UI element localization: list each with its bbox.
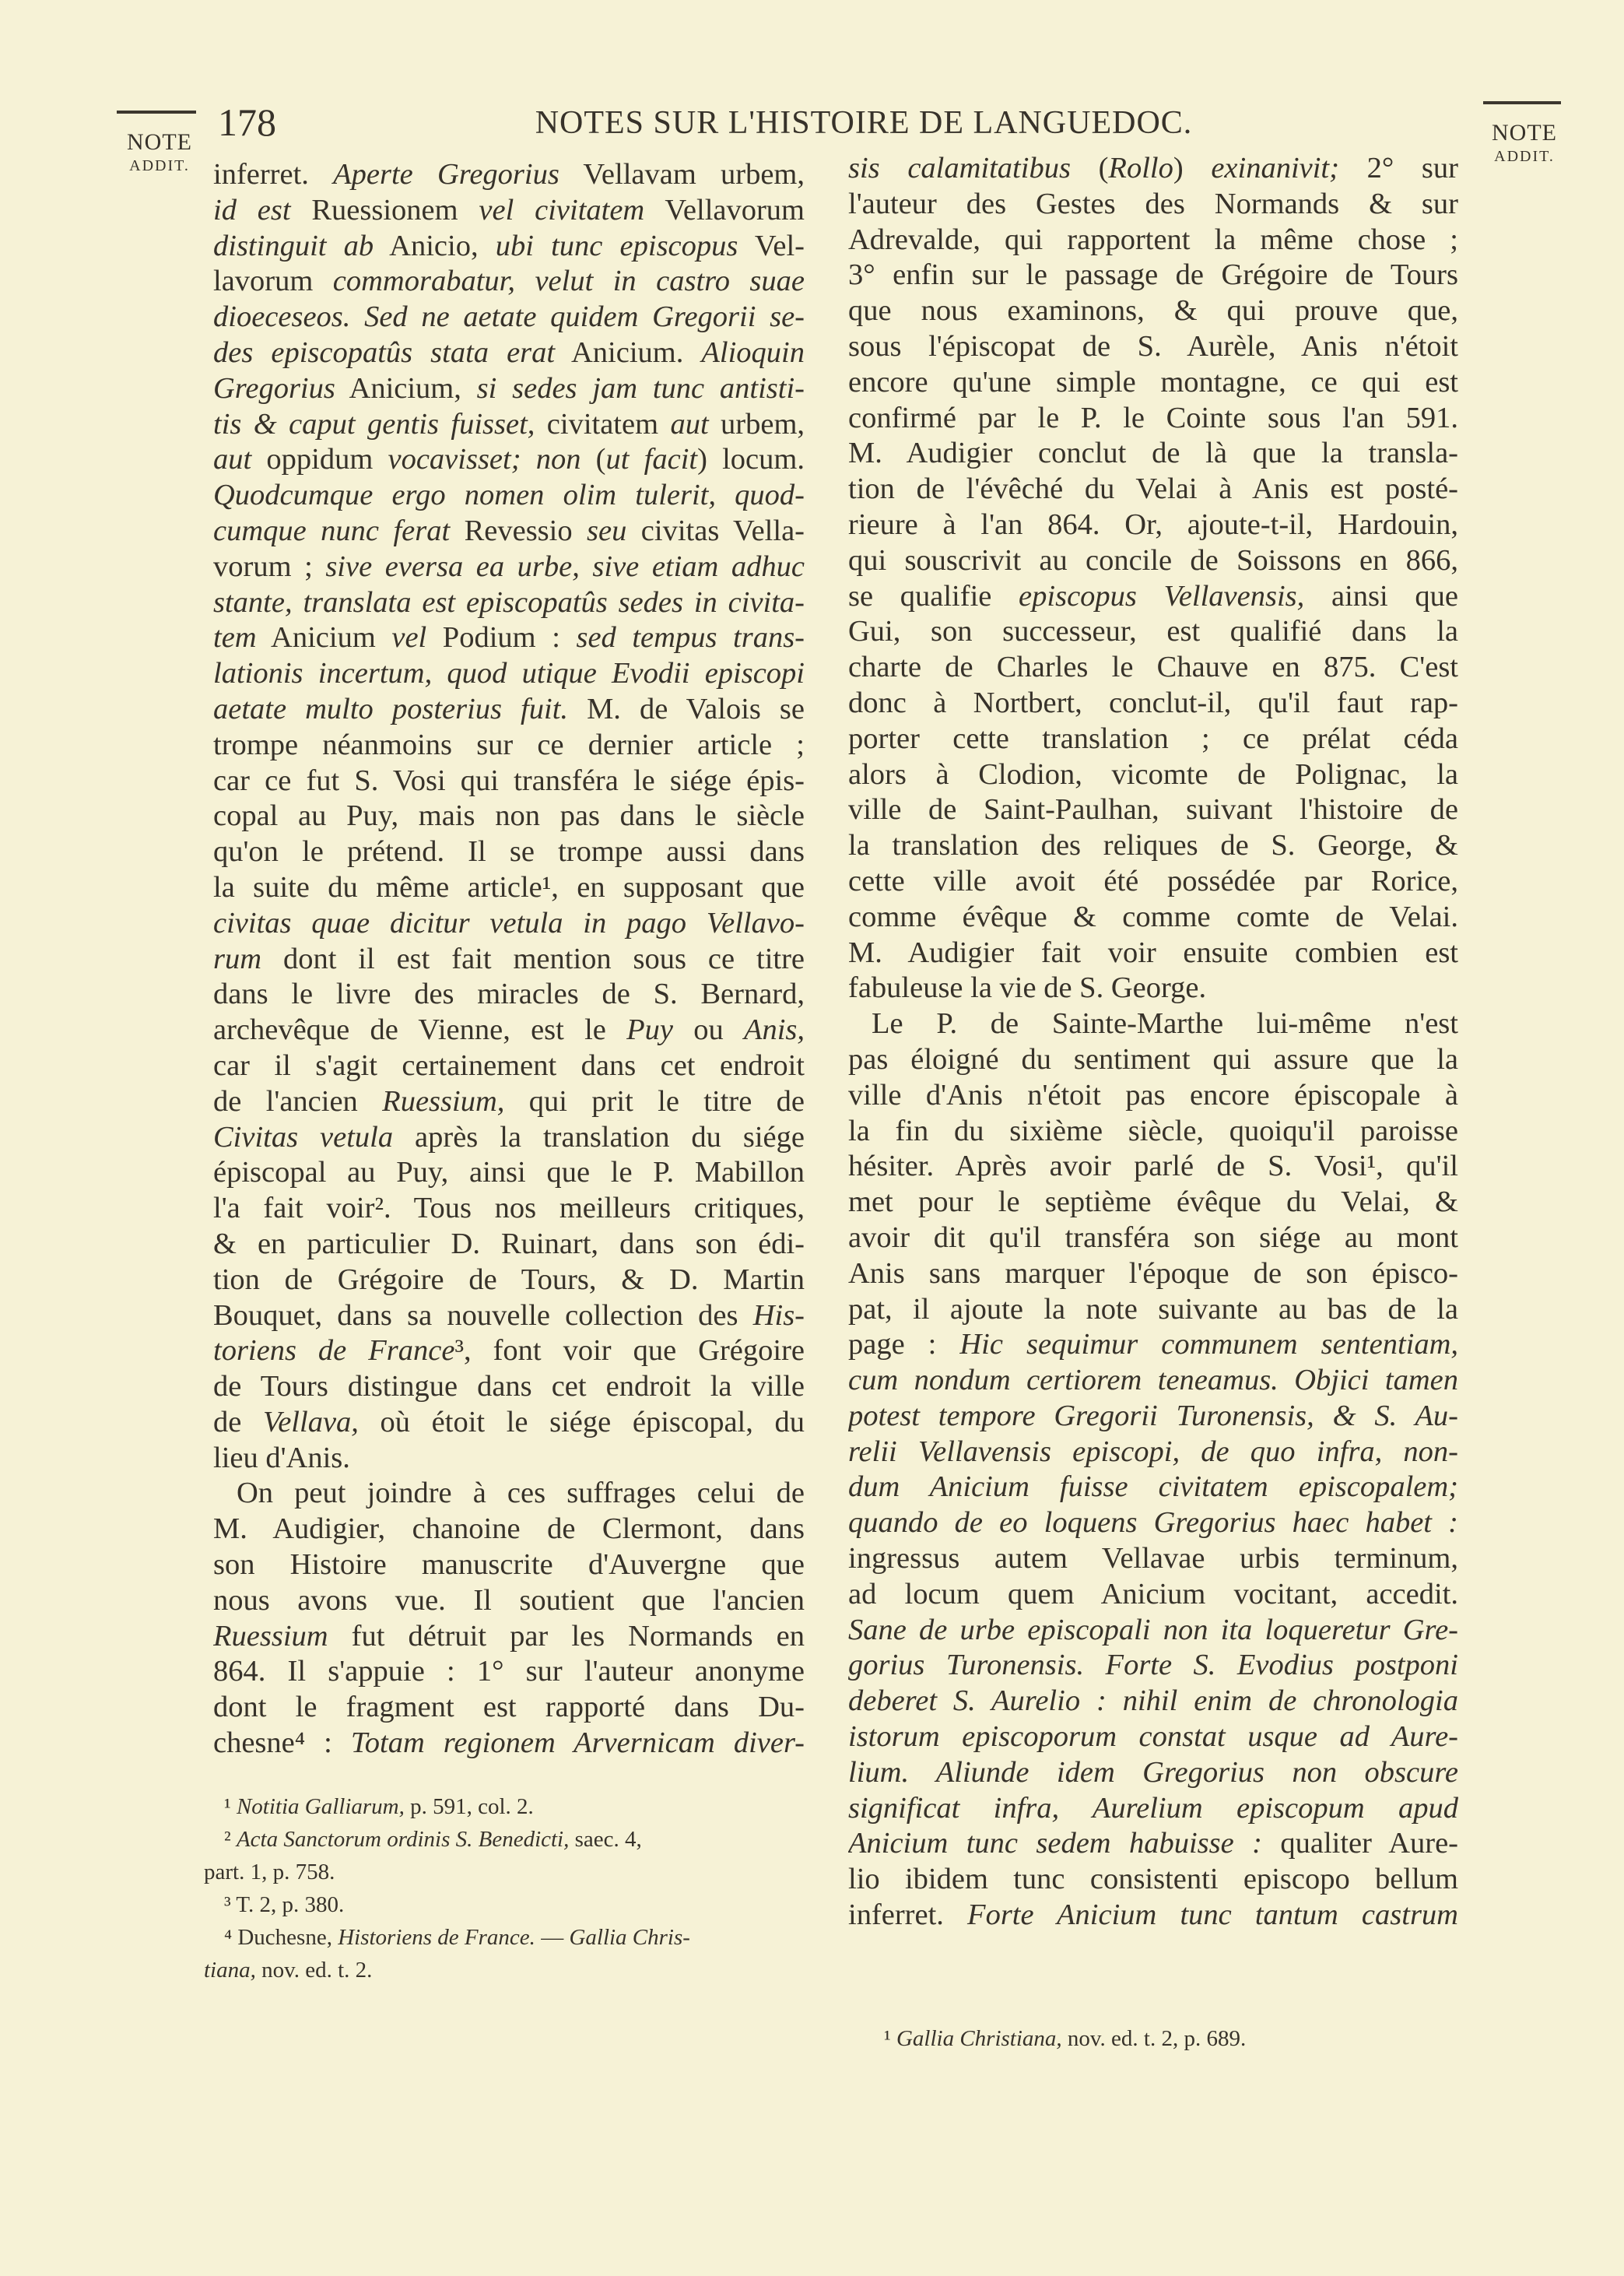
roman-text: qualiter Aure- (1261, 1827, 1458, 1860)
text-line (848, 757, 1458, 793)
roman-text: saec. 4, (569, 1827, 642, 1852)
paragraph (213, 1476, 805, 1761)
text-line (213, 1155, 805, 1191)
italic-text: His- (752, 1298, 805, 1332)
text-line (213, 1547, 805, 1583)
roman-text: 2° sur (1338, 152, 1458, 184)
roman-text: archevêque de Vienne, est le (213, 1013, 627, 1047)
italic-text: Forte Anicium tunc tantum castrum (967, 1898, 1458, 1932)
roman-text: que nous examinons, & qui prouve que, (848, 294, 1458, 328)
italic-text: tem (213, 621, 257, 655)
text-line (848, 722, 1458, 757)
text-line (848, 1613, 1458, 1649)
roman-text: donc à Nortbert, conclut-il, qu'il faut rap- (848, 686, 1458, 719)
margin-note-right-line1: NOTE (1492, 120, 1557, 146)
roman-text: lio ibidem tunc consistenti episcopo bellum (848, 1863, 1458, 1896)
text-line (848, 187, 1458, 223)
text-line (848, 1435, 1458, 1470)
text-line (848, 472, 1458, 508)
italic-text: dioeceseos. Sed ne aetate quidem Gregorii se- (213, 300, 805, 334)
roman-text: nov. ed. t. 2. (255, 1958, 373, 1983)
text-line (213, 764, 805, 799)
margin-note-left-line2: ADDIT. (129, 157, 190, 174)
roman-text: civitas Vella- (626, 514, 805, 547)
italic-text: distinguit ab (213, 229, 374, 262)
text-line (213, 1654, 805, 1690)
italic-text: Civitas vetula (213, 1120, 394, 1154)
text-line (848, 1042, 1458, 1078)
roman-text: & en particulier D. Ruinart, dans son édi- (213, 1227, 805, 1260)
roman-text: la translation des reliques de S. George, & (848, 829, 1458, 862)
text-line (848, 1327, 1458, 1363)
roman-text: ( (581, 443, 606, 476)
roman-text: car ce fut S. Vosi qui transféra le siége épis- (213, 764, 805, 797)
roman-text: Ruessionem (290, 193, 479, 227)
roman-text: part. 1, p. 758. (204, 1860, 335, 1884)
italic-text: relii Vellavensis episcopi, de quo infra, non- (848, 1435, 1458, 1468)
text-line (848, 650, 1458, 686)
text-line (848, 508, 1458, 543)
text-line (213, 906, 805, 942)
text-line (213, 728, 805, 764)
margin-note-left-line1: NOTE (127, 129, 192, 155)
text-line (213, 1726, 805, 1761)
roman-text: ingressus autem Vellavae urbis terminum, (848, 1542, 1458, 1575)
italic-text: rum (213, 942, 262, 975)
italic-text: gorius Turonensis. Forte S. Evodius postponi (848, 1649, 1458, 1682)
roman-text: ³, font voir que Grégoire (454, 1334, 805, 1368)
text-line (213, 264, 805, 300)
text-line (213, 834, 805, 870)
footnotes-left (204, 1790, 795, 1986)
text-line (213, 1084, 805, 1120)
text-line (213, 942, 805, 978)
roman-text: l'auteur des Gestes des Normands & sur (848, 187, 1458, 220)
text-line (848, 1256, 1458, 1292)
text-line (213, 1120, 805, 1156)
roman-text: Anis sans marquer l'époque de son épisco- (848, 1256, 1458, 1290)
italic-text: aut (670, 407, 709, 441)
roman-text: avoir dit qu'il transféra son siége au mont (848, 1221, 1458, 1254)
roman-text: Podium : (426, 621, 577, 655)
footnote-line (204, 1954, 795, 1986)
roman-text: dont le fragment est rapporté dans Du- (213, 1691, 805, 1724)
roman-text: comme évêque & comme comte de Velai. (848, 900, 1458, 933)
italic-text: quando de eo loquens Gregorius haec habet : (848, 1506, 1458, 1540)
roman-text: On peut joindre à ces suffrages celui de (237, 1477, 805, 1510)
page-number: 178 (218, 100, 276, 144)
italic-text: si sedes jam tunc antisti- (476, 371, 805, 405)
italic-text: exinanivit; (1211, 152, 1339, 184)
footnote-line (864, 2022, 1455, 2055)
footnote-line (204, 1856, 795, 1888)
text-line (848, 792, 1458, 828)
italic-text: commorabatur, velut in castro suae (332, 265, 805, 298)
italic-text: cumque nunc ferat (213, 514, 451, 547)
text-line (213, 1263, 805, 1298)
roman-text: rieure à l'an 864. Or, ajoute-t-il, Hardouin, (848, 508, 1458, 541)
italic-text: Historiens de France. (338, 1925, 535, 1950)
roman-text: nous avons vue. Il soutient que l'ancien (213, 1583, 805, 1617)
text-line (213, 300, 805, 335)
italic-text: des episcopatûs stata erat (213, 335, 556, 369)
text-line (848, 579, 1458, 615)
roman-text: ville de Saint-Paulhan, suivant l'histoire de (848, 793, 1458, 827)
italic-text: stante, translata est episcopatûs sedes in civita- (213, 585, 805, 619)
footnotes-right (864, 2022, 1455, 2055)
footnote-line (204, 1888, 795, 1921)
text-line (848, 1470, 1458, 1505)
text-line (213, 407, 805, 443)
text-line (213, 977, 805, 1013)
roman-text: Gui, son successeur, est qualifié dans la (848, 615, 1458, 648)
text-line (213, 585, 805, 621)
text-line (213, 1405, 805, 1441)
roman-text: Vellavorum (644, 193, 805, 227)
roman-text: épiscopal au Puy, ainsi que le P. Mabillon (213, 1156, 805, 1189)
italic-text: vocavisset; non (388, 443, 581, 476)
roman-text: confirmé par le P. le Cointe sous l'an 591. (848, 401, 1458, 434)
italic-text: vel (391, 621, 427, 655)
roman-text: de l'ancien (213, 1084, 383, 1118)
italic-text: Ruessium (213, 1619, 328, 1653)
roman-text: p. 591, col. 2. (404, 1794, 534, 1819)
text-line (213, 1690, 805, 1726)
italic-text: Gregorius (213, 371, 335, 405)
roman-text: ville d'Anis n'étoit pas encore épiscopale à (848, 1078, 1458, 1112)
text-column-right (848, 151, 1458, 1934)
text-line (213, 692, 805, 728)
text-line (213, 335, 805, 371)
text-line (848, 1505, 1458, 1541)
text-line (213, 620, 805, 656)
text-line (213, 442, 805, 478)
roman-text: M. de Valois se (568, 692, 805, 725)
text-line (848, 1006, 1458, 1042)
roman-text: ) (1173, 152, 1212, 184)
roman-text: qu'on le prétend. Il se trompe aussi dans (213, 835, 805, 869)
roman-text: copal au Puy, mais non pas dans le siècle (213, 799, 805, 833)
roman-text: page : (848, 1328, 960, 1361)
italic-text: deberet S. Aurelio : nihil enim de chronologia (848, 1684, 1458, 1718)
italic-text: Acta Sanctorum ordinis S. Benedicti, (236, 1827, 570, 1852)
text-line (213, 229, 805, 265)
roman-text: se qualifie (848, 579, 1019, 613)
roman-text: nov. ed. t. 2, p. 689. (1061, 2026, 1247, 2051)
roman-text: porter cette translation ; ce prélat céda (848, 722, 1458, 755)
italic-text: aetate multo posterius fuit. (213, 692, 569, 725)
italic-text: Rollo (1108, 152, 1173, 184)
italic-text: Vellava, (262, 1405, 359, 1438)
text-line (213, 1619, 805, 1655)
roman-text: ) locum. (697, 443, 805, 476)
roman-text: oppidum (251, 443, 388, 476)
text-line (848, 1791, 1458, 1827)
roman-text: hésiter. Après avoir parlé de S. Vosi¹, qu'il (848, 1150, 1458, 1183)
italic-text: Alioquin (701, 335, 805, 369)
roman-text: Adrevalde, qui rapportent la même chose ; (848, 223, 1458, 256)
italic-text: ubi tunc episcopus (495, 229, 738, 262)
roman-text: la fin du sixième siècle, quoiqu'il paroisse (848, 1114, 1458, 1147)
running-title: NOTES SUR L'HISTOIRE DE LANGUEDOC. (535, 105, 1193, 141)
text-line (848, 365, 1458, 401)
roman-text: après la translation du siége (393, 1120, 805, 1154)
text-line (848, 151, 1458, 187)
footnote-line (204, 1790, 795, 1823)
roman-text: Vel- (738, 229, 805, 262)
text-line (848, 293, 1458, 329)
roman-text: ad locum quem Anicium vocitant, accedit. (848, 1577, 1458, 1610)
text-line (848, 258, 1458, 293)
italic-text: Puy (626, 1013, 673, 1047)
margin-note-right-line2: ADDIT. (1494, 148, 1555, 165)
italic-text: Aperte Gregorius (333, 158, 559, 191)
italic-text: tiana, (204, 1958, 256, 1983)
margin-note-right (1482, 120, 1567, 166)
text-line (848, 543, 1458, 579)
text-line (213, 1441, 805, 1477)
footnote (204, 1823, 795, 1888)
roman-text: Le P. de Sainte-Marthe lui-même n'est (872, 1007, 1458, 1041)
text-line (213, 1191, 805, 1227)
italic-text: sis calamitatibus (848, 152, 1071, 184)
roman-text: dont il est fait mention sous ce titre (261, 942, 805, 975)
text-line (213, 514, 805, 550)
italic-text: seu (587, 514, 627, 547)
roman-text: ² (224, 1827, 237, 1852)
roman-text: ( (1070, 152, 1109, 184)
text-line (848, 828, 1458, 864)
text-line (848, 900, 1458, 936)
text-line (213, 1583, 805, 1619)
text-line (213, 550, 805, 585)
text-line (213, 1476, 805, 1512)
roman-text: qui prit le titre de (504, 1084, 805, 1118)
text-line (848, 1755, 1458, 1791)
roman-text: ³ T. 2, p. 380. (224, 1892, 345, 1917)
roman-text: où étoit le siége épiscopal, du (358, 1405, 805, 1438)
italic-text: Totam regionem Arvernicam diver- (350, 1726, 805, 1760)
text-line (848, 971, 1458, 1006)
italic-text: Anis, (743, 1013, 805, 1047)
roman-text: tion de Grégoire de Tours, & D. Martin (213, 1263, 805, 1296)
roman-text: charte de Charles le Chauve en 875. C'est (848, 651, 1458, 684)
text-line (848, 223, 1458, 258)
roman-text: ou (672, 1013, 744, 1047)
roman-text: pas éloigné du sentiment qui assure que la (848, 1042, 1458, 1076)
italic-text: lium. Aliunde idem Gregorius non obscure (848, 1755, 1458, 1789)
footnote (204, 1790, 795, 1823)
text-line (848, 1078, 1458, 1114)
roman-text: Revessio (450, 514, 588, 547)
roman-text: alors à Clodion, vicomte de Polignac, la (848, 757, 1458, 791)
italic-text: toriens de France (213, 1334, 455, 1368)
footnote (204, 1888, 795, 1921)
text-line (848, 1684, 1458, 1719)
text-line (213, 478, 805, 514)
paragraph (848, 151, 1458, 1006)
roman-text: met pour le septième évêque du Velai, & (848, 1185, 1458, 1219)
text-line (848, 864, 1458, 900)
roman-text: inferret. (213, 158, 334, 191)
text-line (848, 1114, 1458, 1150)
italic-text: sed tempus trans- (576, 621, 805, 655)
roman-text: pat, il ajoute la note suivante au bas de la (848, 1292, 1458, 1326)
roman-text: Vellavam urbem, (559, 158, 805, 191)
text-line (848, 1399, 1458, 1435)
text-line (213, 1227, 805, 1263)
italic-text: id est (213, 193, 291, 227)
italic-text: sive eversa ea urbe, sive etiam adhuc (325, 550, 805, 583)
footnote-line (204, 1921, 795, 1954)
roman-text: dans le livre des miracles de S. Bernard, (213, 978, 805, 1011)
text-line (848, 1648, 1458, 1684)
roman-text: Bouquet, dans sa nouvelle collection des (213, 1298, 753, 1332)
roman-text: lavorum (213, 265, 333, 298)
footnote (204, 1921, 795, 1986)
text-line (848, 1719, 1458, 1755)
text-line (848, 1149, 1458, 1185)
italic-text: Gallia Chris- (569, 1925, 690, 1950)
roman-text: qui souscrivit au concile de Soissons en 866, (848, 543, 1458, 577)
text-line (848, 936, 1458, 971)
header-rule-left (117, 111, 196, 114)
text-line (848, 1862, 1458, 1898)
italic-text: Anicium tunc sedem habuisse : (848, 1827, 1262, 1860)
text-line (848, 1541, 1458, 1577)
italic-text: potest tempore Gregorii Turonensis, & S. Au- (848, 1399, 1458, 1432)
roman-text: 864. Il s'appuie : 1° sur l'auteur anonyme (213, 1655, 805, 1688)
roman-text: civitatem (535, 407, 671, 441)
roman-text: de (213, 1405, 263, 1438)
text-line (213, 371, 805, 407)
roman-text: M. Audigier fait voir ensuite combien est (848, 936, 1458, 969)
roman-text: l'a fait voir². Tous nos meilleurs critiques, (213, 1192, 805, 1225)
roman-text: son Histoire manuscrite d'Auvergne que (213, 1548, 805, 1582)
roman-text: de Tours distingue dans cet endroit la ville (213, 1370, 805, 1403)
footnote-line (204, 1823, 795, 1856)
italic-text: lationis incertum, quod utique Evodii episcopi (213, 657, 805, 690)
footnote (864, 2022, 1455, 2055)
roman-text: ⁴ Duchesne, (224, 1925, 338, 1950)
roman-text: ¹ (884, 2026, 896, 2051)
roman-text: trompe néanmoins sur ce dernier article ; (213, 728, 805, 761)
italic-text: cum nondum certiorem teneamus. Objici tamen (848, 1364, 1458, 1397)
roman-text: Anicio, (374, 229, 496, 262)
paragraph (848, 1006, 1458, 1934)
roman-text: Anicium. (555, 335, 702, 369)
italic-text: dum Anicium fuisse civitatem episcopalem; (848, 1470, 1458, 1504)
text-line (213, 1048, 805, 1084)
text-line (213, 157, 805, 193)
italic-text: Quodcumque ergo nomen olim tulerit, quod- (213, 479, 805, 512)
paragraph (213, 157, 805, 1476)
text-line (848, 436, 1458, 472)
text-line (848, 1221, 1458, 1256)
roman-text: car il s'agit certainement dans cet endroit (213, 1048, 805, 1082)
text-line (848, 1577, 1458, 1613)
roman-text: chesne⁴ : (213, 1726, 351, 1760)
italic-text: vel civitatem (479, 193, 645, 227)
italic-text: episcopus Vellavensis, (1019, 579, 1305, 613)
roman-text: inferret. (848, 1898, 968, 1932)
roman-text: fut détruit par les Normands en (328, 1619, 805, 1653)
text-line (848, 1898, 1458, 1934)
text-line (213, 1369, 805, 1405)
text-line (213, 870, 805, 906)
text-column-left (213, 157, 805, 1761)
roman-text: lieu d'Anis. (213, 1441, 350, 1474)
text-line (213, 1333, 805, 1369)
italic-text: Sane de urbe episcopali non ita loqueretur Gre- (848, 1613, 1458, 1646)
text-line (848, 1363, 1458, 1399)
roman-text: M. Audigier conclut de là que la transla- (848, 437, 1458, 470)
roman-text: ainsi que (1304, 579, 1458, 613)
italic-text: Notitia Galliarum, (236, 1794, 405, 1819)
text-line (848, 1185, 1458, 1221)
text-line (213, 1512, 805, 1547)
roman-text: urbem, (708, 407, 805, 441)
roman-text: tion de l'évêché du Velai à Anis est posté- (848, 472, 1458, 506)
italic-text: Ruessium, (382, 1084, 505, 1118)
roman-text: Anicium, (335, 371, 477, 405)
roman-text: encore qu'une simple montagne, ce qui est (848, 365, 1458, 399)
text-line (848, 1826, 1458, 1862)
text-line (213, 1298, 805, 1334)
text-line (213, 656, 805, 692)
italic-text: Hic sequimur communem sententiam, (959, 1328, 1458, 1361)
margin-note-left (117, 129, 202, 175)
text-line (213, 1013, 805, 1048)
roman-text: vorum ; (213, 550, 326, 583)
text-line (848, 614, 1458, 650)
italic-text: ut facit (605, 443, 698, 476)
roman-text: cette ville avoit été possédée par Rorice, (848, 864, 1458, 897)
roman-text: Anicium (256, 621, 392, 655)
italic-text: istorum episcoporum constat usque ad Aure- (848, 1720, 1458, 1754)
roman-text: fabuleuse la vie de S. George. (848, 971, 1207, 1005)
italic-text: Gallia Christiana, (896, 2026, 1062, 2051)
italic-text: civitas quae dicitur vetula in pago Vellavo- (213, 906, 805, 940)
text-line (848, 1292, 1458, 1328)
italic-text: aut (213, 443, 252, 476)
text-line (848, 329, 1458, 365)
text-line (848, 686, 1458, 722)
roman-text: ¹ (224, 1794, 237, 1819)
roman-text: — (535, 1925, 570, 1950)
italic-text: significat infra, Aurelium episcopum apud (848, 1791, 1458, 1825)
header-rule-right (1483, 101, 1561, 104)
text-line (213, 799, 805, 834)
text-line (848, 401, 1458, 437)
roman-text: la suite du même article¹, en supposant que (213, 870, 805, 904)
roman-text: M. Audigier, chanoine de Clermont, dans (213, 1512, 805, 1546)
italic-text: tis & caput gentis fuisset, (213, 407, 535, 441)
text-line (213, 193, 805, 229)
roman-text: 3° enfin sur le passage de Grégoire de Tours (848, 258, 1458, 292)
roman-text: sous l'épiscopat de S. Aurèle, Anis n'étoit (848, 329, 1458, 363)
